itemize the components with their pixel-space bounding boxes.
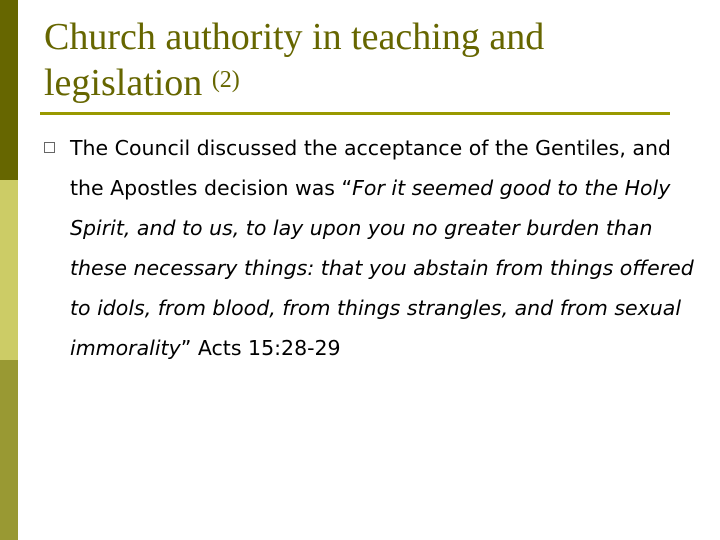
slide-title	[44, 14, 704, 111]
accent-bar-top	[0, 0, 18, 180]
title-underline-rule	[40, 112, 670, 115]
bullet-quote: For it seemed good to the Holy Spirit, and to us, to lay upon you no greater burden than these necessary things: that you abstain from things offered to idols, from blood, from things strangles, and from sexual immorality	[70, 176, 694, 360]
slide-title-text: Church authority in teaching and legislation	[44, 16, 545, 104]
left-accent-bar	[0, 0, 18, 540]
slide-title-superscript: (2)	[211, 67, 240, 93]
bullet-intro: The Council discussed the acceptance of the Gentiles, and the Apostles decision was “	[70, 136, 671, 200]
bullet-citation: ” Acts 15:28-29	[180, 336, 341, 360]
accent-bar-bottom	[0, 360, 18, 540]
accent-bar-middle	[0, 180, 18, 360]
bullet-text	[70, 128, 700, 368]
hollow-square-bullet-icon	[44, 142, 55, 153]
